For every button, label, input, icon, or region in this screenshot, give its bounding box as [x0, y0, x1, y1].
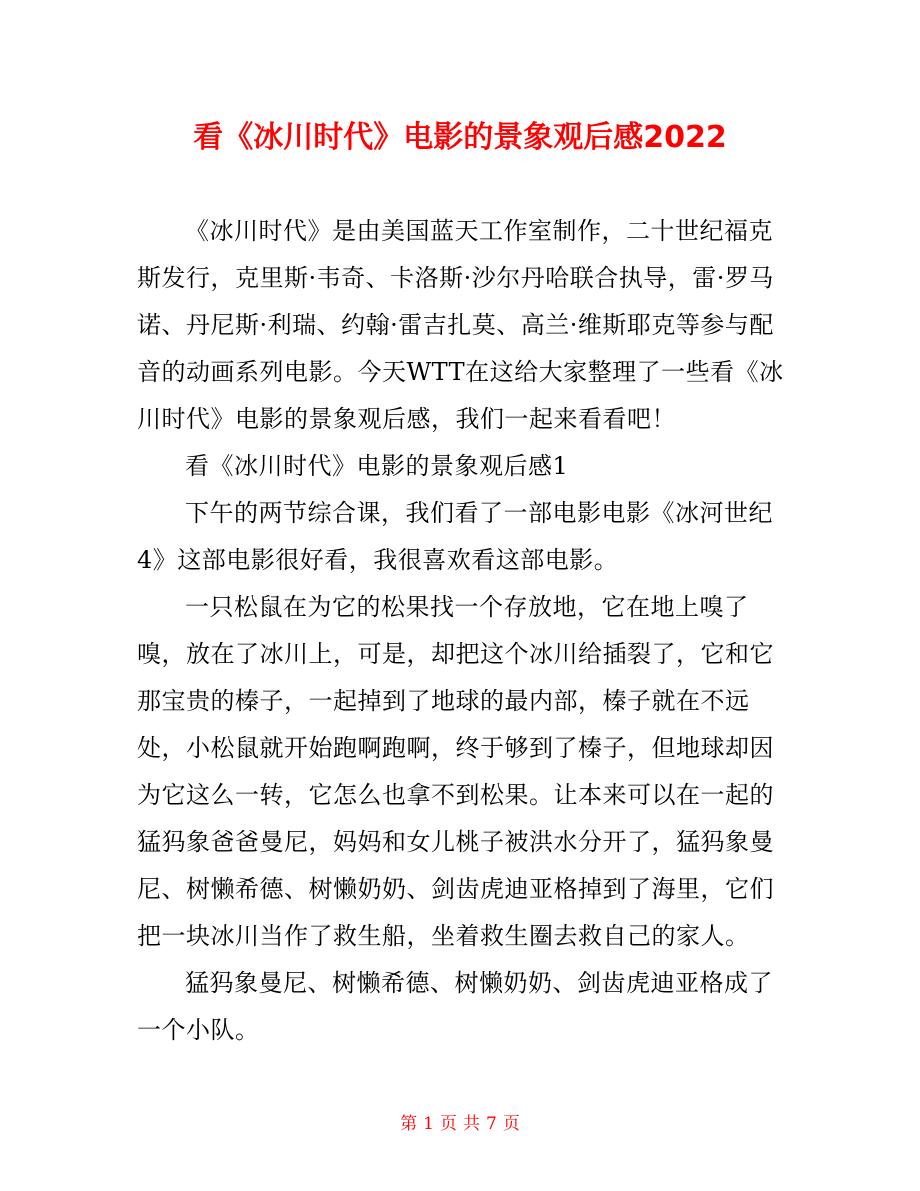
- paragraph: 下午的两节综合课，我们看了一部电影电影《冰河世纪4》这部电影很好看，我很喜欢看这部电影。: [137, 499, 773, 574]
- footer-current-page: 1: [423, 1114, 434, 1134]
- footer-label-page: 页: [440, 1114, 457, 1134]
- paragraph: 猛犸象曼尼、树懒希德、树懒奶奶、剑齿虎迪亚格成了一个小队。: [137, 969, 773, 1044]
- document-title: 看《冰川时代》电影的景象观后感2022: [193, 120, 727, 155]
- page-footer: [0, 1112, 920, 1136]
- footer-label-prefix: 第: [400, 1114, 418, 1134]
- footer-total-pages: 7: [486, 1114, 497, 1134]
- paragraph-intro: 《冰川时代》是由美国蓝天工作室制作，二十世纪福克斯发行，克里斯·韦奇、卡洛斯·沙尔丹哈联合执导，雷·罗马诺、丹尼斯·利瑞、约翰·雷吉扎莫、高兰·维斯耶克等参与配音的动画系列电影。今天WTT在这给大家整理了一些看《冰川时代》电影的景象观后感，我们一起来看看吧！: [137, 217, 784, 433]
- paragraph: 一只松鼠在为它的松果找一个存放地，它在地上嗅了嗅，放在了冰川上，可是，却把这个冰川给插裂了，它和它那宝贵的榛子，一起掉到了地球的最内部，榛子就在不远处，小松鼠就开始跑啊跑啊，终于够到了榛子，但地球却因为它这么一转，它怎么也拿不到松果。让本来可以在一起的猛犸象爸爸曼尼，妈妈和女儿桃子被洪水分开了，猛犸象曼尼、树懒希德、树懒奶奶、剑齿虎迪亚格掉到了海里，它们把一块冰川当作了救生船，坐着救生圈去救自己的家人。: [137, 593, 774, 950]
- footer-label-total-prefix: 共: [463, 1114, 480, 1134]
- section-heading: 看《冰川时代》电影的景象观后感1: [185, 452, 569, 480]
- document-body: [137, 208, 785, 1054]
- footer-label-suffix: 页: [502, 1114, 520, 1134]
